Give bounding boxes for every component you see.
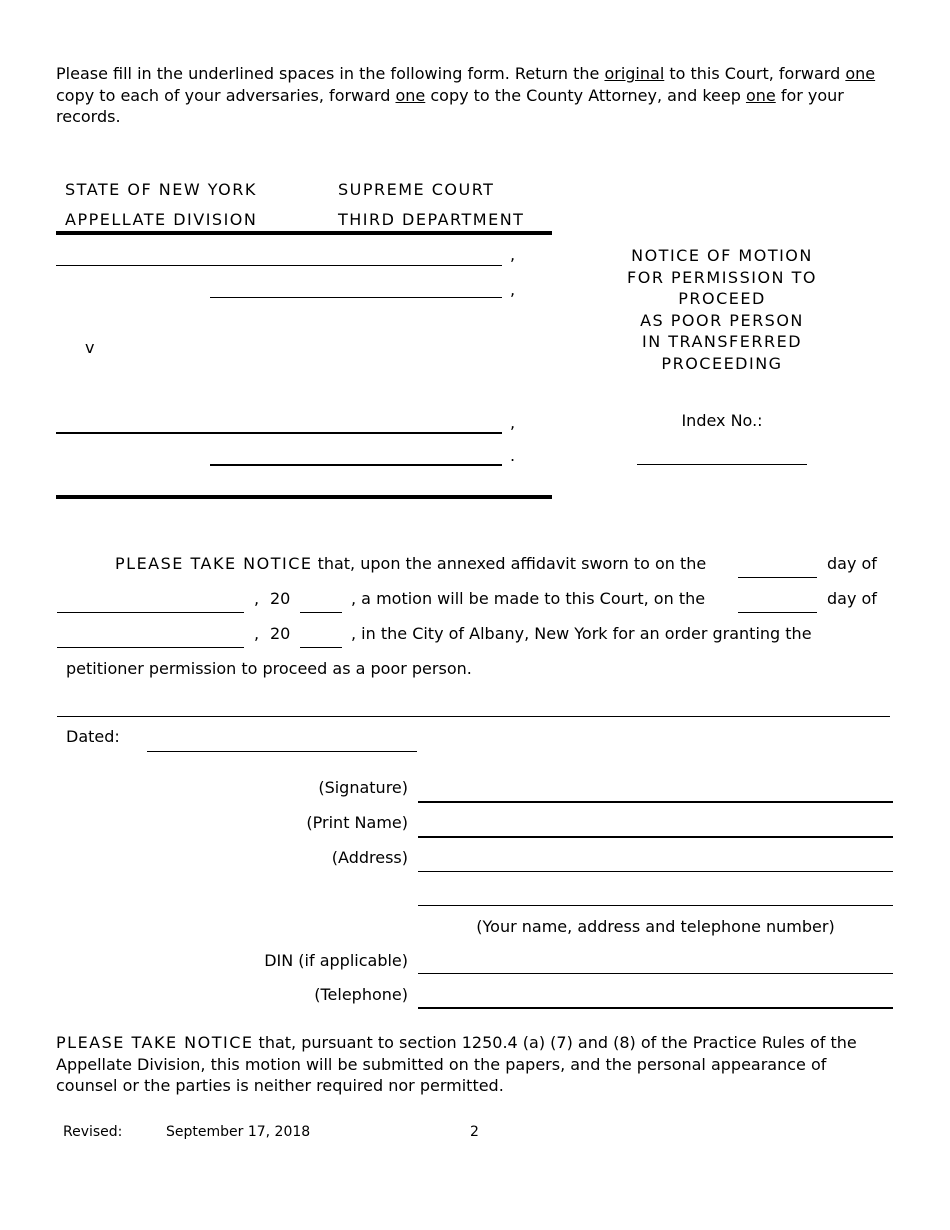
petitioner-role-field[interactable] [210,277,502,298]
instructions-emphasis-one: one [395,85,426,105]
dated-label: Dated: [66,727,120,746]
notice-lead: PLEASE TAKE NOTICE [56,1033,254,1052]
instructions-text: for your records. [56,85,844,126]
address-label: (Address) [331,848,408,867]
caption-court: SUPREME COURT [338,180,495,199]
address-field-line2[interactable] [418,885,893,906]
instructions-text: copy to the County Attorney, and keep [425,85,746,105]
signature-field[interactable] [418,781,893,803]
notice-text-line3: , in the City of Albany, New York for an order granting the [351,624,812,643]
motion-month-field[interactable] [57,627,244,648]
din-field[interactable] [418,953,893,974]
instructions-emphasis-one: one [745,85,776,105]
respondent-role-field[interactable] [210,444,502,466]
caption-comma: , [510,245,516,264]
din-label: DIN (if applicable) [264,951,408,970]
petitioner-name-field[interactable] [56,245,502,266]
page-number: 2 [470,1124,479,1140]
comma: , [254,589,260,608]
day-of-label: day of [827,554,877,573]
revised-date: September 17, 2018 [166,1124,311,1140]
instructions-emphasis-original: original [604,64,665,83]
submission-notice-text: that, pursuant to section 1250.4 (a) (7) and (8) of the Practice Rules of the Appellate Division, this motion will be submitted on the papers, and the personal appearance of counsel or the parties is neither required nor permitted. [56,1033,857,1095]
affidavit-year-field[interactable] [300,592,342,613]
revised-label: Revised: [63,1124,123,1140]
comma: , [254,624,260,643]
title-line: PROCEEDING [661,353,783,373]
title-line: NOTICE OF MOTION [631,246,813,265]
respondent-name-field[interactable] [56,412,502,434]
title-line: AS POOR PERSON [640,310,804,330]
notice-text-line2: , a motion will be made to this Court, on the [351,589,706,608]
address-field-line1[interactable] [418,851,893,872]
title-line: FOR PERMISSION TO [627,267,817,287]
affidavit-month-field[interactable] [57,592,244,613]
caption-top-rule [56,231,552,235]
day-of-label: day of [827,589,877,608]
instructions-text: Please fill in the underlined spaces in the following form. Return the [56,64,605,83]
motion-day-field[interactable] [738,592,817,613]
contact-caption: (Your name, address and telephone number) [476,917,835,936]
year-prefix: 20 [270,589,291,608]
notice-lead: PLEASE TAKE NOTICE [115,554,313,573]
print-name-label: (Print Name) [306,813,408,832]
instructions-text: copy to each of your adversaries, forward [56,85,396,105]
versus-label: v [85,338,95,357]
signature-label: (Signature) [318,778,408,797]
notice-text-line4: petitioner permission to proceed as a poor person. [66,659,472,678]
instructions-text: to this Court, forward [664,64,846,83]
title-line: PROCEED [678,289,766,308]
affidavit-day-field[interactable] [738,557,817,578]
caption-department: THIRD DEPARTMENT [338,210,525,229]
caption-period: . [510,446,516,465]
telephone-label: (Telephone) [314,985,408,1004]
print-name-field[interactable] [418,816,893,838]
caption-comma: , [510,413,516,432]
index-number-label: Index No.: [681,411,763,430]
instructions-emphasis-one: one [845,64,876,83]
notice-text: that, upon the annexed affidavit sworn to on the [317,554,707,573]
notice-paragraph-line1 [115,554,706,573]
caption-bottom-rule [56,495,552,499]
telephone-field[interactable] [418,987,893,1009]
title-line: IN TRANSFERRED [641,332,803,351]
dated-field[interactable] [147,731,417,752]
caption-state: STATE OF NEW YORK [65,180,257,199]
caption-comma: , [510,280,516,299]
year-prefix: 20 [270,624,291,643]
instructions-paragraph [56,63,896,128]
index-number-field[interactable] [637,444,807,465]
section-divider [57,716,890,717]
document-title [612,245,832,374]
submission-notice-paragraph [56,1032,866,1097]
motion-year-field[interactable] [300,627,342,648]
caption-division: APPELLATE DIVISION [65,210,258,229]
